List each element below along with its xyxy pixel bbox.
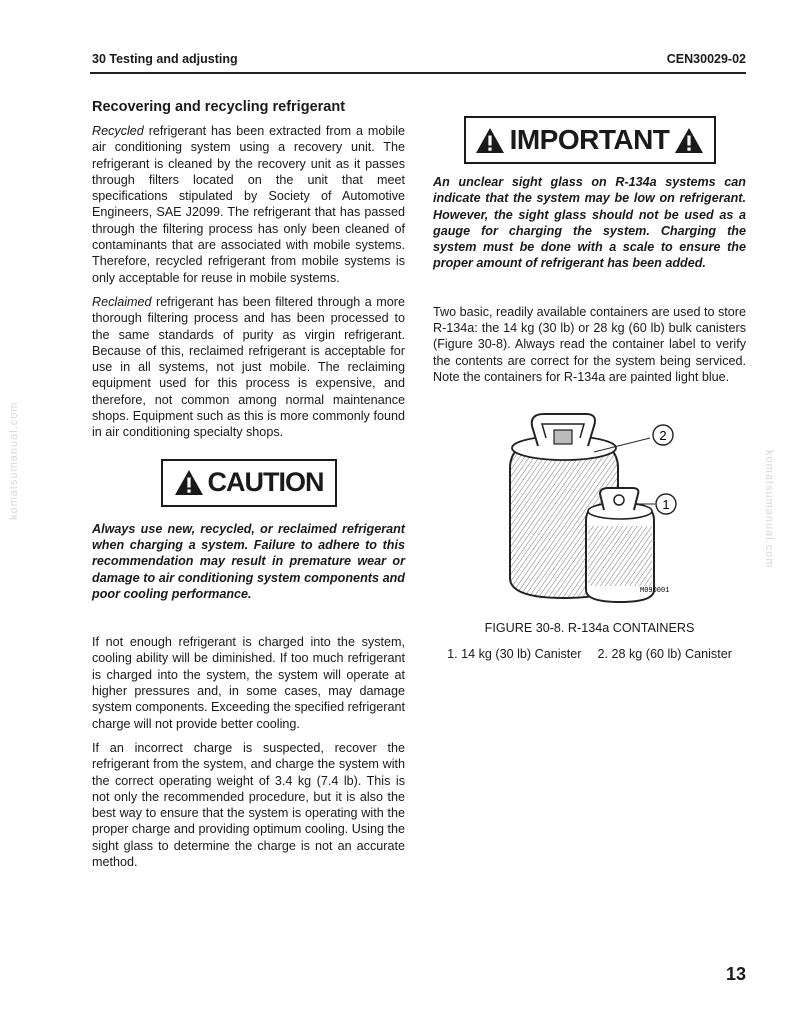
paragraph-recycled xyxy=(92,123,405,286)
figure-caption: FIGURE 30-8. R-134a CONTAINERS xyxy=(484,621,695,635)
important-label: IMPORTANT xyxy=(509,124,670,155)
callout-2-label: 2 xyxy=(659,428,667,443)
watermark-right: komatsumanual.com xyxy=(763,450,775,569)
right-column xyxy=(433,116,746,393)
term-recycled: Recycled xyxy=(92,124,144,138)
watermark-left: komatsumanual.com xyxy=(8,401,20,520)
page-number: 13 xyxy=(725,964,746,984)
section-title: Recovering and recycling refrigerant xyxy=(92,99,346,115)
left-column xyxy=(92,98,405,878)
warning-triangle-icon xyxy=(674,127,704,154)
header-section-title: 30 Testing and adjusting xyxy=(92,52,238,66)
important-banner xyxy=(464,116,716,164)
paragraph-containers: Two basic, readily available containers are used to store R-134a: the 14 kg (30 lb) or 28 kg (60 lb) bulk canisters (Figure 30-8). Always read the container label to verify the contents are correct for the system being serviced. Note the containers for R-134a are painted light blue. xyxy=(433,304,746,384)
warning-triangle-icon xyxy=(174,469,204,496)
paragraph-reclaimed xyxy=(92,294,405,441)
small-canister xyxy=(586,488,654,602)
header-rule xyxy=(90,72,746,74)
figure-legend xyxy=(433,647,746,661)
callout-1-label: 1 xyxy=(662,497,670,512)
caution-label: CAUTION xyxy=(207,467,324,498)
header-doc-code: CEN30029-02 xyxy=(666,52,746,66)
legend-item-1: 1. 14 kg (30 lb) Canister xyxy=(447,647,582,661)
caution-banner xyxy=(161,459,337,507)
paragraph-reclaimed-text: refrigerant has been filtered through a more thorough filtering process and has been processed to the same standards of purity as virgin refrigerant. Because of this, reclaimed refrigerant is acceptable for use in all systems, not just mobile. The reclaiming equipment used for this process is expensive, and therefore, not common among normal maintenance shops. Equipment such as this is more commonly found in air conditioning specialty shops. xyxy=(92,294,405,440)
paragraph-incorrect-charge: If an incorrect charge is suspected, recover the refrigerant from the system, and charge the system with the correct operating weight of 3.4 kg (7.4 lb). This is not only the recommended procedure, but it is also the best way to ensure that the system is operating with the proper charge and providing optimum cooling. Using the sight glass to determine the charge is not an accurate method. xyxy=(92,740,405,869)
paragraph-charge-amount: If not enough refrigerant is charged into the system, cooling ability will be diminished. If too much refrigerant is charged into the system, the system will operate at higher pressures and, in some cases, may damage system components. Exceeding the specified refrigerant charge will not provide better cooling. xyxy=(92,635,405,731)
caution-text: Always use new, recycled, or reclaimed refrigerant when charging a system. Failure to adhere to this recommendation may result in premature wear or damage to air conditioning system components and poor cooling performance. xyxy=(92,521,405,601)
term-reclaimed: Reclaimed xyxy=(92,294,152,309)
legend-item-2: 2. 28 kg (60 lb) Canister xyxy=(597,647,732,661)
important-text: An unclear sight glass on R-134a systems can indicate that the system may be low on refrigerant. However, the sight glass should not be used as a gauge for charging the system. Charging the system must be done with a scale to ensure the proper amount of refrigerant has been added. xyxy=(433,175,746,271)
warning-triangle-icon xyxy=(475,127,505,154)
canister-illustration xyxy=(500,408,700,608)
figure-code: M090001 xyxy=(640,587,670,595)
paragraph-recycled-text: refrigerant has been extracted from a mobile air conditioning system using a recovery unit. The refrigerant is cleaned by the recovery unit as it passes through filters located on the unit that meet specifications stipulated by Society of Automotive Engineers, SAE J2099. The refrigerant that has passed through the filtering process has only been cleaned of contaminants that are associated with mobile systems. Therefore, recycled refrigerant from mobile systems is only acceptable for reuse in mobile systems. xyxy=(92,124,405,285)
